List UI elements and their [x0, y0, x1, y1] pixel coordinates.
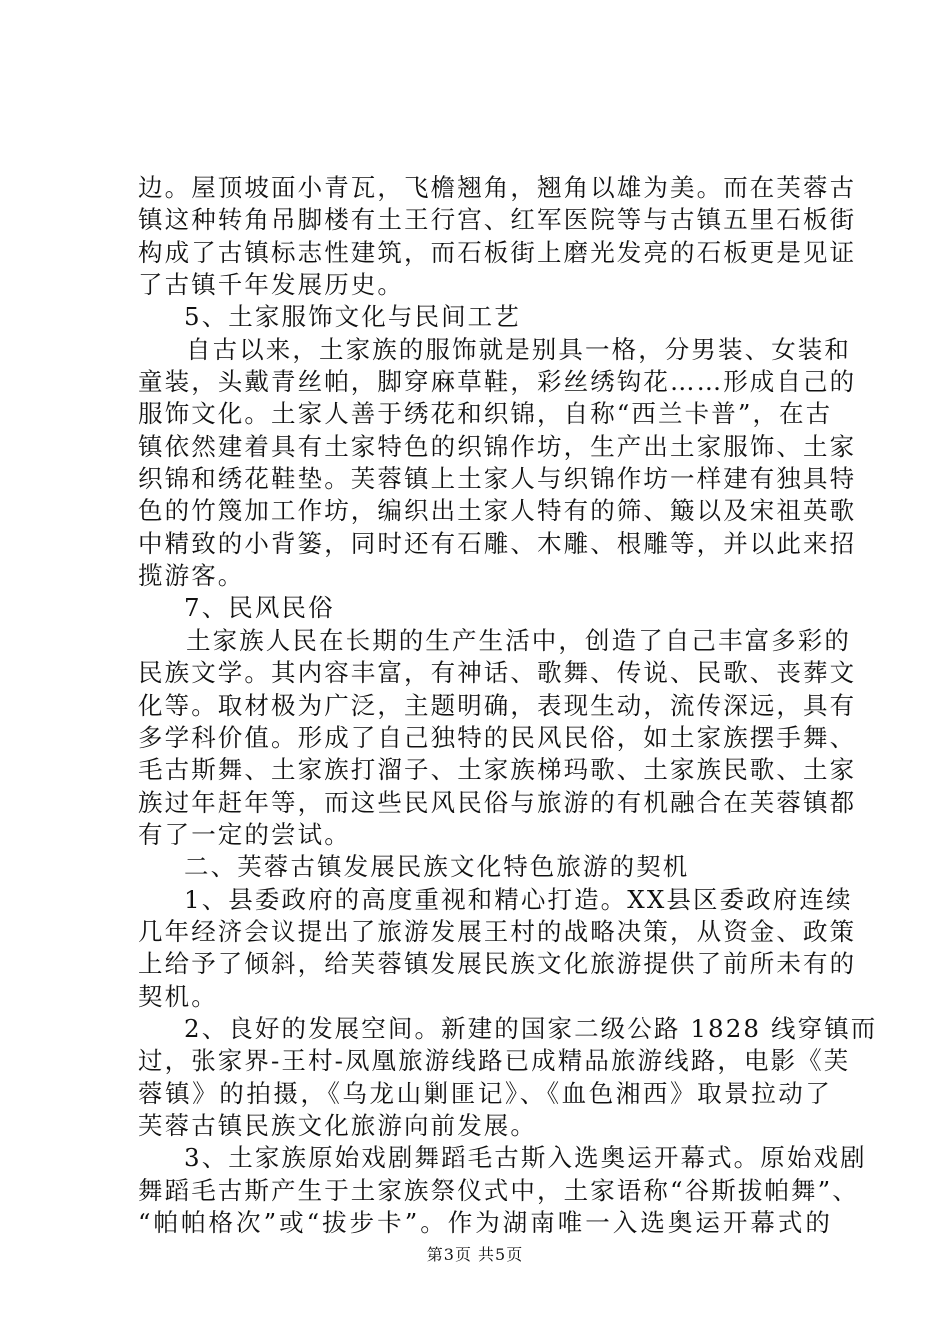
text-line: 化等。取材极为广泛，主题明确，表现生动，流传深远，具有 [138, 690, 857, 720]
text-line: 上给予了倾斜，给芙蓉镇发展民族文化旅游提供了前所未有的 [138, 949, 857, 979]
page-footer: 第3页 共5页 [426, 1245, 524, 1264]
text-line: 有了一定的尝试。 [138, 819, 351, 849]
text-line: 色的竹篾加工作坊，编织出土家人特有的筛、簸以及宋祖英歌 [138, 496, 857, 526]
section-heading: 7、民风民俗 [184, 593, 335, 623]
text-line: 舞蹈毛古斯产生于土家族祭仪式中，土家语称“谷斯拔帕舞”、 [138, 1175, 859, 1205]
document-body [138, 172, 878, 1239]
section-heading: 5、土家服饰文化与民间工艺 [184, 302, 521, 332]
text-line: 1、县委政府的高度重视和精心打造。XX县区委政府连续 [184, 884, 853, 914]
section-heading: 二、芙蓉古镇发展民族文化特色旅游的契机 [184, 852, 690, 882]
text-line: 揽游客。 [138, 561, 245, 591]
text-line: 中精致的小背篓，同时还有石雕、木雕、根雕等，并以此来招 [138, 528, 857, 558]
text-line: 蓉镇》的拍摄，《乌龙山剿匪记》、《血色湘西》取景拉动了 [138, 1078, 832, 1108]
text-line: 了古镇千年发展历史。 [138, 270, 404, 300]
text-line: 服饰文化。土家人善于绣花和织锦，自称“西兰卡普”，在古 [138, 399, 833, 429]
text-line: 多学科价值。形成了自己独特的民风民俗，如土家族摆手舞、 [138, 722, 857, 752]
text-line: “帕帕格次”或“拔步卡”。作为湖南唯一入选奥运开幕式的 [138, 1208, 832, 1237]
text-line: 毛古斯舞、土家族打溜子、土家族梯玛歌、土家族民歌、土家 [138, 755, 857, 785]
text-line: 民族文学。其内容丰富，有神话、歌舞、传说、民歌、丧葬文 [138, 658, 857, 688]
text-line: 土家族人民在长期的生产生活中，创造了自己丰富多彩的 [186, 625, 851, 655]
text-line: 构成了古镇标志性建筑，而石板街上磨光发亮的石板更是见证 [138, 237, 857, 267]
text-line: 契机。 [138, 981, 218, 1011]
text-line: 3、土家族原始戏剧舞蹈毛古斯入选奥运开幕式。原始戏剧 [184, 1143, 867, 1173]
text-line: 童装，头戴青丝帕，脚穿麻草鞋，彩丝绣钩花……形成自己的 [138, 367, 857, 397]
text-line: 镇这种转角吊脚楼有土王行宫、红军医院等与古镇五里石板街 [138, 205, 857, 235]
text-line: 芙蓉古镇民族文化旅游向前发展。 [138, 1110, 537, 1140]
text-line: 2、良好的发展空间。新建的国家二级公路 1828 线穿镇而 [184, 1013, 878, 1043]
text-line: 织锦和绣花鞋垫。芙蓉镇上土家人与织锦作坊一样建有独具特 [138, 464, 857, 494]
text-line: 自古以来，土家族的服饰就是别具一格，分男装、女装和 [186, 334, 851, 364]
text-line: 几年经济会议提出了旅游发展王村的战略决策，从资金、政策 [138, 916, 857, 946]
text-line: 边。屋顶坡面小青瓦，飞檐翘角，翘角以雄为美。而在芙蓉古 [138, 173, 857, 202]
text-line: 过，张家界-王村-凤凰旅游线路已成精品旅游线路，电影《芙 [138, 1046, 851, 1076]
text-line: 族过年赶年等，而这些民风民俗与旅游的有机融合在芙蓉镇都 [138, 787, 857, 817]
text-line: 镇依然建着具有土家特色的织锦作坊，生产出土家服饰、土家 [138, 431, 857, 461]
